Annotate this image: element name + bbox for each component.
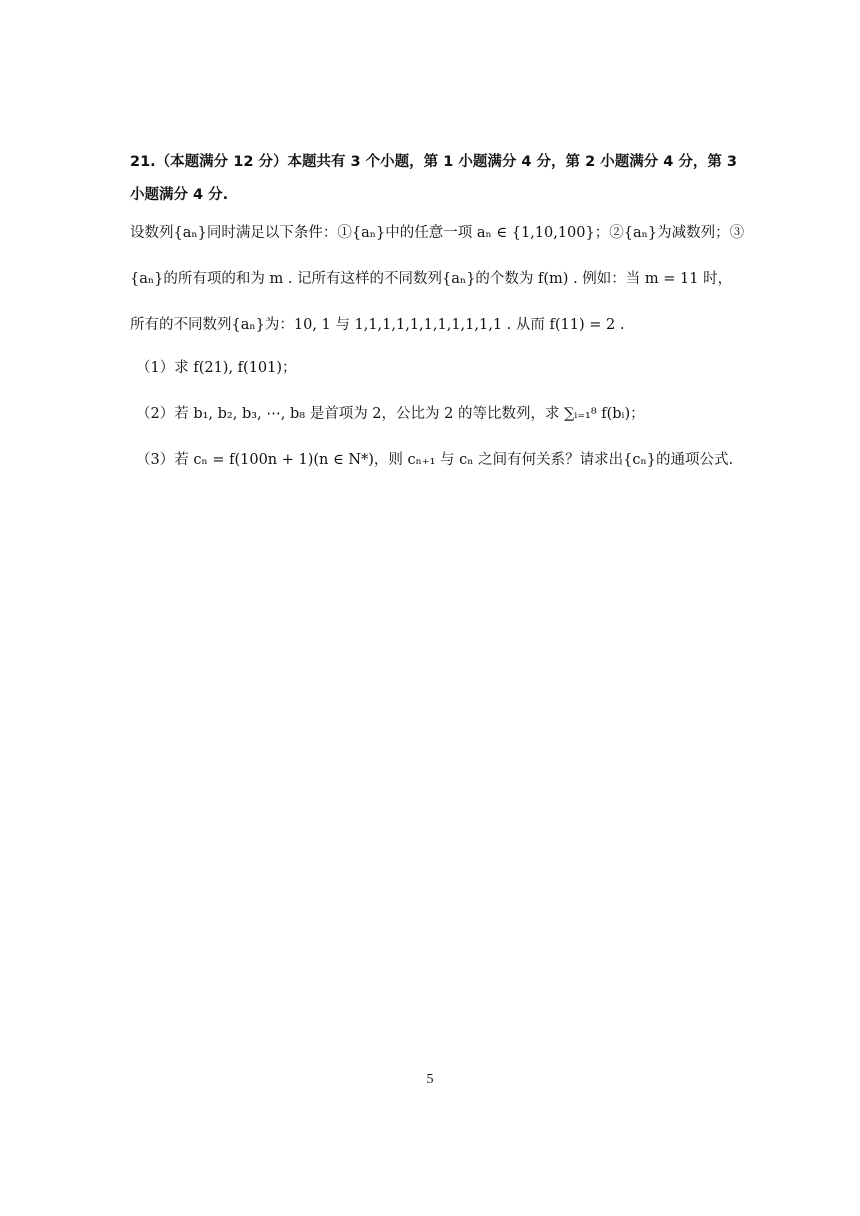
problem-heading-line-2: 小题满分 4 分. [130,187,229,203]
sub-question-1: （1）求 f(21), f(101)； [136,360,297,376]
sub-question-2: （2）若 b₁, b₂, b₃, ⋯, b₈ 是首项为 2，公比为 2 的等比数列，求 ∑ᵢ₌₁⁸ f(bᵢ)； [136,406,645,422]
problem-statement-line-2: {aₙ}的所有项的和为 m . 记所有这样的不同数列{aₙ}的个数为 f(m) . 例如：当 m = 11 时， [130,271,733,287]
problem-heading-line-1: 21.（本题满分 12 分）本题共有 3 个小题，第 1 小题满分 4 分，第 2 小题满分 4 分，第 3 [130,154,738,170]
problem-statement-line-1: 设数列{aₙ}同时满足以下条件：①{aₙ}中的任意一项 aₙ ∈ {1,10,100}；②{aₙ}为减数列；③ [130,225,745,241]
sub-question-3: （3）若 cₙ = f(100n + 1)(n ∈ N*)，则 cₙ₊₁ 与 cₙ 之间有何关系？请求出{cₙ}的通项公式. [136,452,734,468]
problem-statement-line-3: 所有的不同数列{aₙ}为：10, 1 与 1,1,1,1,1,1,1,1,1,1,1 . 从而 f(11) = 2 . [130,317,625,333]
page-number: 5 [426,1072,434,1087]
